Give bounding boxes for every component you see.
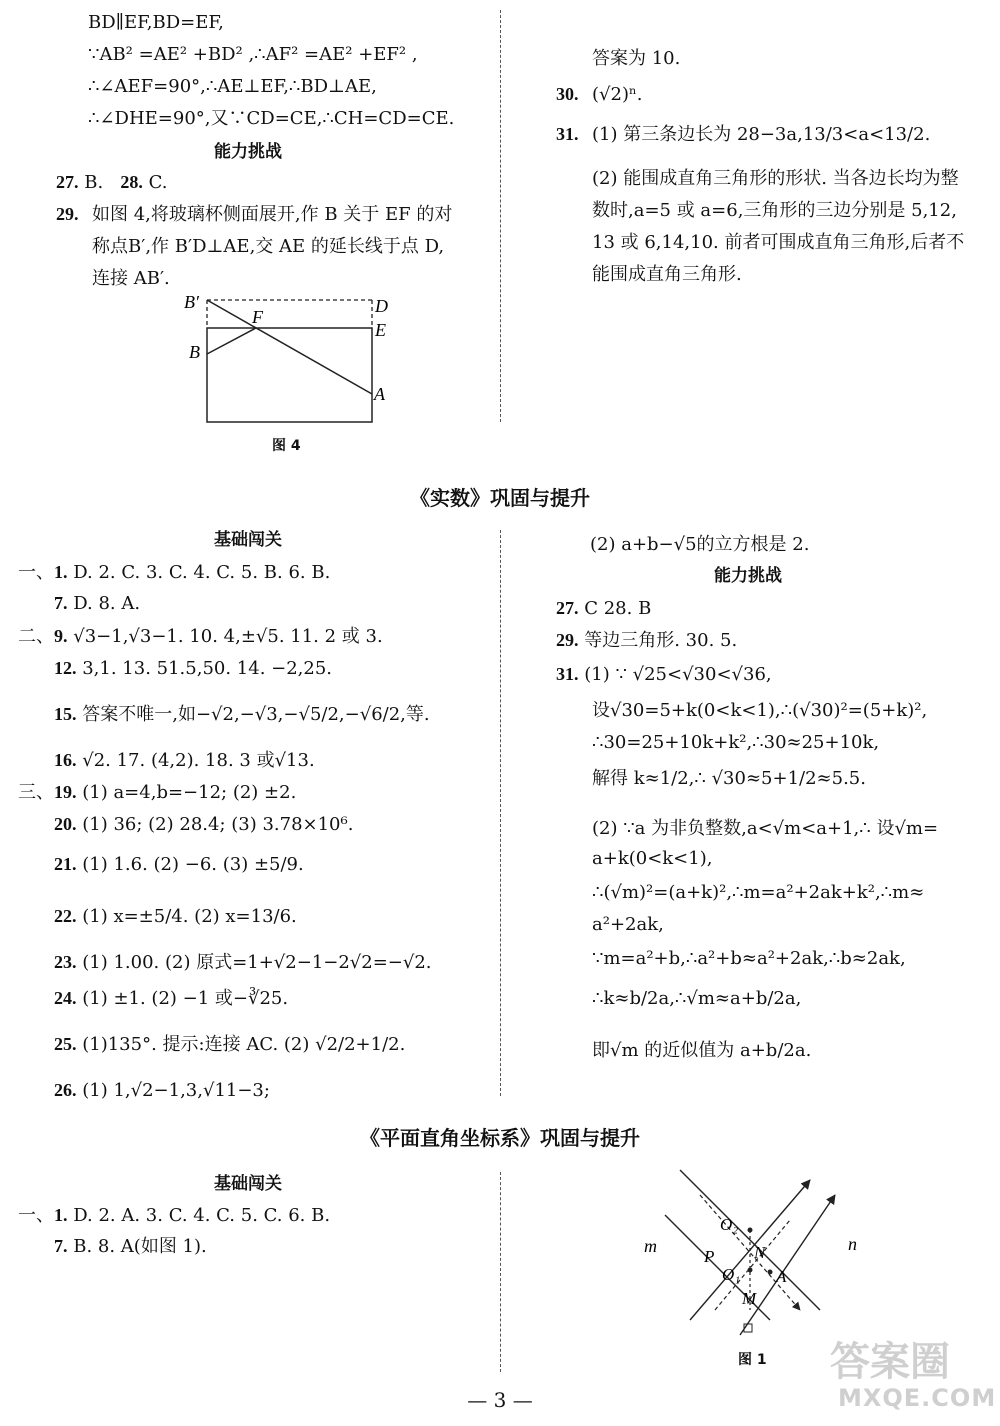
heading-basic-level-2: 基础闯关 xyxy=(214,1174,282,1194)
question-number: 29. xyxy=(556,630,579,650)
q31-line: ∴(√m)²=(a+k)²,∴m=a²+2ak+k²,∴m≈ xyxy=(592,882,925,903)
q31-line: ∴k≈b/2a,∴√m≈a+b/2a, xyxy=(592,988,802,1009)
answer-27-28 xyxy=(56,172,167,194)
q29-line-3: 连接 AB′. xyxy=(92,268,170,289)
q30-answer: (√2)ⁿ. xyxy=(592,84,643,105)
q31-line: (2) ∵a 为非负整数,a<√m<a+1,∴ 设√m= xyxy=(592,818,939,839)
column-divider-section2 xyxy=(500,530,501,1096)
answer-text: D. 2. A. 3. C. 4. C. 5. C. 6. B. xyxy=(73,1205,331,1226)
figure-4-caption: 图 4 xyxy=(272,438,301,454)
question-number: 9. xyxy=(54,626,68,646)
question-number: 1. xyxy=(54,562,68,582)
question-number: 22. xyxy=(54,906,77,926)
answer-text: D. 2. C. 3. C. 4. C. 5. B. 6. B. xyxy=(73,562,331,583)
proof-line-2: ∵AB² =AE² +BD² ,∴AF² =AE² +EF² , xyxy=(88,44,418,65)
q31-line: a²+2ak, xyxy=(592,914,664,935)
q28-answer: C. xyxy=(148,172,168,193)
column-divider-section3 xyxy=(500,1172,501,1372)
fig1-point-o2 xyxy=(748,1228,753,1233)
fig1-label-n: n xyxy=(848,1234,857,1254)
q31-line: ∵m=a²+b,∴a²+b≈a²+2ak,∴b≈2ak, xyxy=(592,948,906,969)
heading-ability-challenge: 能力挑战 xyxy=(214,142,282,162)
question-number: 7. xyxy=(54,1236,68,1256)
q29-number: 29. xyxy=(56,204,79,224)
list-item xyxy=(18,593,140,615)
watermark-url: MXQE.COM xyxy=(838,1384,997,1412)
answer-text: (1) ∵ √25<√30<√36, xyxy=(584,664,772,685)
fig4-label-a: A xyxy=(374,384,385,404)
q27-number: 27. xyxy=(56,172,79,192)
answer-text: √3−1,√3−1. 10. 4,±√5. 11. 2 或 3. xyxy=(73,626,383,647)
answer-text: C 28. B xyxy=(584,598,652,619)
question-number: 21. xyxy=(54,854,77,874)
question-number: 16. xyxy=(54,750,77,770)
q31-line: 设√30=5+k(0<k<1),∴(√30)²=(5+k)², xyxy=(592,700,928,721)
fig4-label-d: D xyxy=(375,296,388,316)
section-prefix: 三、 xyxy=(18,782,54,803)
question-number: 23. xyxy=(54,952,77,972)
section-prefix: 一、 xyxy=(18,1205,54,1226)
q31-part1: (1) 第三条边长为 28−3a,13/3<a<13/2. xyxy=(592,124,931,145)
q26-part2: (2) a+b−√5的立方根是 2. xyxy=(590,534,810,555)
answer-text: 等边三角形. 30. 5. xyxy=(584,630,738,651)
proof-line-4: ∴∠DHE=90°,又∵CD=CE,∴CH=CD=CE. xyxy=(88,108,455,129)
fig4-label-e: E xyxy=(375,320,386,340)
answer-10-line: 答案为 10. xyxy=(592,48,681,69)
figure-1 xyxy=(630,1160,870,1350)
fig1-label-m-point: M xyxy=(742,1289,757,1308)
fig4-line-b-prime-a xyxy=(207,300,372,394)
answer-text: (1) 1.00. (2) 原式=1+√2−1−2√2=−√2. xyxy=(82,952,432,973)
q31-line: 即√m 的近似值为 a+b/2a. xyxy=(592,1040,812,1061)
fig4-line-b-f xyxy=(207,328,256,354)
list-item xyxy=(18,1205,330,1227)
section-prefix: 二、 xyxy=(18,626,54,647)
list-item xyxy=(18,1034,405,1056)
list-item xyxy=(18,1080,270,1102)
fig4-label-b-prime: B′ xyxy=(184,292,199,312)
fig1-line-n-2 xyxy=(740,1195,835,1335)
question-number: 31. xyxy=(556,664,579,684)
column-divider-top xyxy=(500,10,501,422)
list-item xyxy=(18,814,353,836)
answer-text: (1) x=±5/4. (2) x=13/6. xyxy=(82,906,297,927)
q29-line-1: 如图 4,将玻璃杯侧面展开,作 B 关于 EF 的对 xyxy=(92,204,453,225)
list-item xyxy=(18,952,432,974)
list-item xyxy=(18,750,315,772)
list-item xyxy=(556,664,772,686)
q31-part2-line-1: (2) 能围成直角三角形的形状. 当各边长均为整 xyxy=(592,168,959,189)
answer-text: (1) 36; (2) 28.4; (3) 3.78×10⁶. xyxy=(82,814,354,835)
q31-part2-line-3: 13 或 6,14,10. 前者可围成直角三角形,后者不 xyxy=(592,232,965,253)
fig4-label-f: F xyxy=(252,307,263,327)
list-item xyxy=(18,988,288,1010)
question-number: 15. xyxy=(54,704,77,724)
list-item xyxy=(556,630,737,652)
list-item xyxy=(18,626,383,648)
list-item xyxy=(18,1236,207,1258)
heading-ability-challenge-2: 能力挑战 xyxy=(714,566,782,586)
answer-text: (1) ±1. (2) −1 或−∛25. xyxy=(82,988,289,1009)
q31-line: 解得 k≈1/2,∴ √30≈5+1/2≈5.5. xyxy=(592,768,866,789)
question-number: 1. xyxy=(54,1205,68,1225)
list-item xyxy=(18,658,332,680)
fig1-label-m: m xyxy=(644,1236,657,1256)
list-item xyxy=(18,906,297,928)
question-number: 7. xyxy=(54,593,68,613)
fig1-label-p: P xyxy=(704,1247,715,1266)
heading-basic-level: 基础闯关 xyxy=(214,530,282,550)
question-number: 19. xyxy=(54,782,77,802)
q27-answer: B. xyxy=(84,172,104,193)
fig1-label-o2: O₂ xyxy=(720,1215,739,1234)
fig1-label-a: A xyxy=(776,1267,787,1286)
q31-number: 31. xyxy=(556,124,579,144)
question-number: 25. xyxy=(54,1034,77,1054)
question-number: 20. xyxy=(54,814,77,834)
q31-part2-line-2: 数时,a=5 或 a=6,三角形的三边分别是 5,12, xyxy=(592,200,957,221)
fig4-rectangle xyxy=(207,328,372,422)
section-prefix: 一、 xyxy=(18,562,54,583)
q31-line: a+k(0<k<1), xyxy=(592,848,713,869)
list-item xyxy=(556,598,651,620)
fig1-point-o1 xyxy=(748,1268,753,1273)
q28-number: 28. xyxy=(120,172,143,192)
section-title-coordinate-system: 《平面直角坐标系》巩固与提升 xyxy=(360,1126,640,1150)
page-number: — 3 — xyxy=(467,1388,533,1412)
list-item xyxy=(18,854,304,876)
list-item xyxy=(18,782,296,804)
answer-text: (1) 1.6. (2) −6. (3) ±5/9. xyxy=(82,854,304,875)
q30-number: 30. xyxy=(556,84,579,104)
question-number: 12. xyxy=(54,658,77,678)
answer-text: √2. 17. (4,2). 18. 3 或√13. xyxy=(82,750,315,771)
fig1-label-n-point: N xyxy=(754,1243,766,1262)
answer-text: B. 8. A(如图 1). xyxy=(73,1236,207,1257)
fig1-point-a xyxy=(768,1270,773,1275)
fig1-label-o1: O₁ xyxy=(722,1265,741,1284)
answer-text: (1) a=4,b=−12; (2) ±2. xyxy=(82,782,297,803)
answer-text: D. 8. A. xyxy=(73,593,141,614)
answer-text: (1) 1,√2−1,3,√11−3; xyxy=(82,1080,270,1101)
figure-4 xyxy=(180,290,400,430)
answer-text: (1)135°. 提示:连接 AC. (2) √2/2+1/2. xyxy=(82,1034,406,1055)
answer-text: 3,1. 13. 51.5,50. 14. −2,25. xyxy=(82,658,333,679)
q29-line-2: 称点B′,作 B′D⊥AE,交 AE 的延长线于点 D, xyxy=(92,236,445,257)
question-number: 24. xyxy=(54,988,77,1008)
figure-1-caption: 图 1 xyxy=(738,1352,767,1368)
fig4-label-b: B xyxy=(189,342,200,362)
q31-line: ∴30=25+10k+k²,∴30≈25+10k, xyxy=(592,732,880,753)
question-number: 27. xyxy=(556,598,579,618)
question-number: 26. xyxy=(54,1080,77,1100)
watermark-logo: 答案圈 xyxy=(830,1339,950,1385)
section-title-real-numbers: 《实数》巩固与提升 xyxy=(410,486,590,510)
q31-part2-line-4: 能围成直角三角形. xyxy=(592,264,742,285)
list-item xyxy=(18,562,330,584)
answer-text: 答案不唯一,如−√2,−√3,−√5/2,−√6/2,等. xyxy=(82,704,430,725)
list-item xyxy=(18,704,430,726)
proof-line-3: ∴∠AEF=90°,∴AE⊥EF,∴BD⊥AE, xyxy=(88,76,377,97)
proof-line-1: BD∥EF,BD=EF, xyxy=(88,12,224,33)
